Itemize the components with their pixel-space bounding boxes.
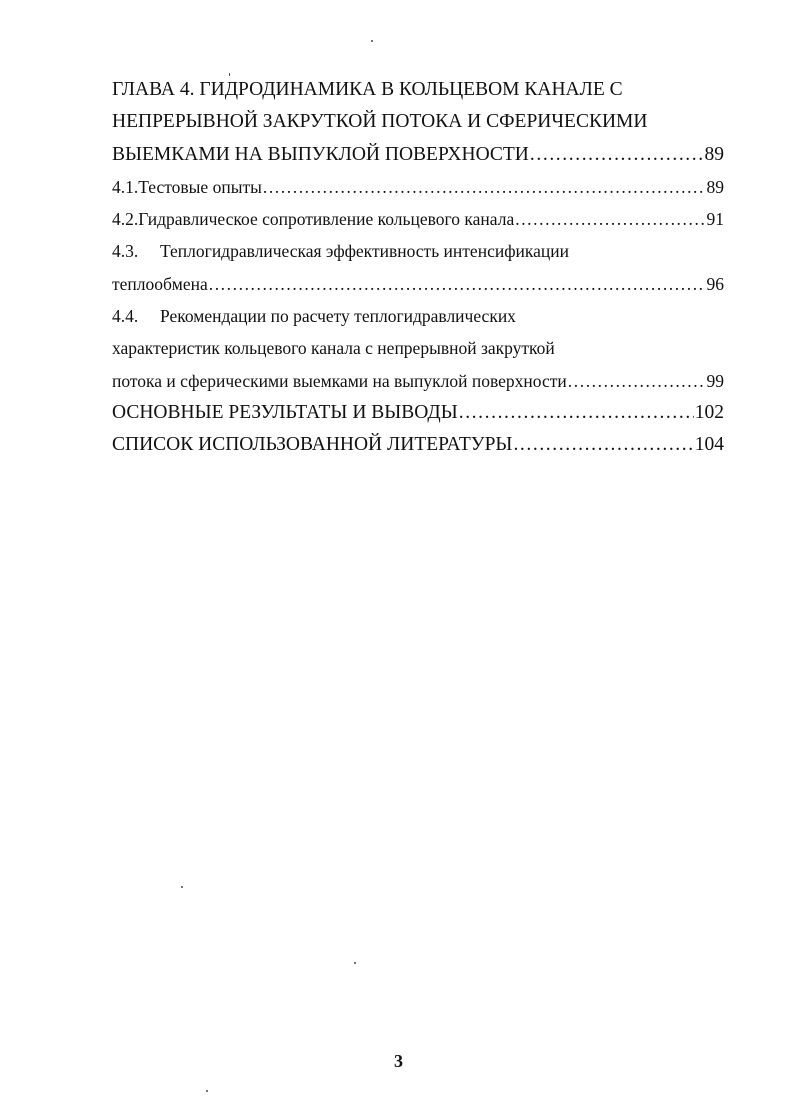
- toc-references: [112, 429, 724, 461]
- section-number: 4.3.: [112, 241, 139, 262]
- toc-section-4-4-line3: [112, 365, 724, 397]
- chapter4-title-part2: НЕПРЕРЫВНОЙ ЗАКРУТКОЙ ПОТОКА И СФЕРИЧЕСКИМИ: [112, 111, 648, 133]
- section-number: 4.4.: [112, 306, 139, 327]
- scan-speck: [181, 886, 183, 888]
- dot-leader: [459, 397, 694, 429]
- results-page: 102: [694, 401, 724, 423]
- section-title: Рекомендации по расчету теплогидравлических: [160, 306, 516, 327]
- toc-chapter4-line2: [112, 106, 724, 138]
- scan-speck: [229, 73, 230, 76]
- toc-results: [112, 397, 724, 429]
- toc-section-4-4-line1: [112, 300, 724, 332]
- section-page: 96: [706, 273, 724, 294]
- section-title: Теплогидравлическая эффективность интенсификации: [160, 241, 570, 262]
- toc-section-4-3-line1: [112, 235, 724, 267]
- page-number: 3: [394, 1051, 403, 1071]
- section-number: 4.1.: [112, 176, 139, 197]
- section-number: 4.2.: [112, 209, 139, 230]
- table-of-contents: [112, 74, 724, 462]
- chapter4-page: 89: [704, 143, 724, 165]
- section-page: 89: [706, 176, 724, 197]
- section-title-continued: теплообмена: [112, 273, 208, 294]
- references-title: СПИСОК ИСПОЛЬЗОВАННОЙ ЛИТЕРАТУРЫ: [112, 434, 513, 456]
- toc-chapter4-line3: [112, 139, 724, 171]
- section-title-continued: потока и сферическими выемками на выпуклой поверхности: [112, 370, 567, 391]
- toc-section-4-4-line2: [112, 332, 724, 364]
- section-page: 99: [706, 370, 724, 391]
- dot-leader: [568, 365, 706, 397]
- scan-speck: [371, 40, 373, 42]
- scan-speck: [354, 962, 356, 964]
- chapter4-title-part3: ВЫЕМКАМИ НА ВЫПУКЛОЙ ПОВЕРХНОСТИ: [112, 143, 529, 165]
- dot-leader: [513, 429, 693, 461]
- references-page: 104: [694, 434, 724, 456]
- toc-section-4-3-line2: [112, 268, 724, 300]
- results-title: ОСНОВНЫЕ РЕЗУЛЬТАТЫ И ВЫВОДЫ: [112, 401, 458, 423]
- dot-leader: [263, 171, 706, 203]
- section-title: Тестовые опыты: [138, 176, 262, 197]
- dot-leader: [515, 203, 705, 235]
- toc-section-4-2: [112, 203, 724, 235]
- chapter4-title-part1: ГЛАВА 4. ГИДРОДИНАМИКА В КОЛЬЦЕВОМ КАНАЛЕ С: [112, 79, 623, 100]
- toc-chapter4-line1: [112, 74, 724, 106]
- toc-section-4-1: [112, 171, 724, 203]
- section-title: Гидравлическое сопротивление кольцевого канала: [138, 209, 515, 230]
- dot-leader: [530, 139, 704, 171]
- scan-speck: [206, 1090, 208, 1092]
- section-title-continued: характеристик кольцевого канала с непрерывной закруткой: [112, 338, 555, 359]
- section-page: 91: [706, 209, 724, 230]
- dot-leader: [209, 268, 706, 300]
